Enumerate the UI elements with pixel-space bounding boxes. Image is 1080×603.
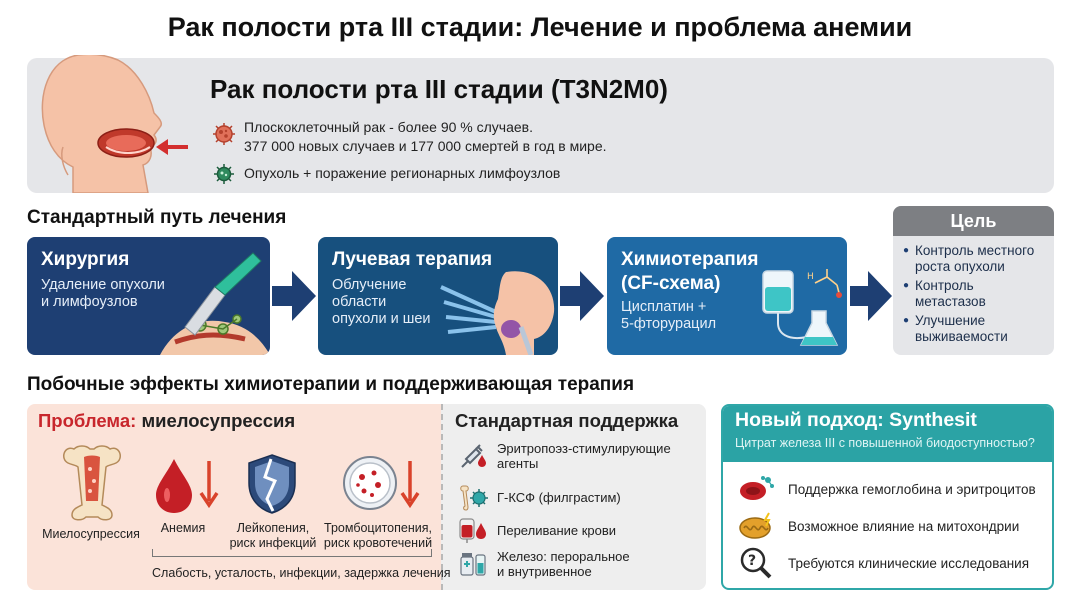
main-title: Рак полости рта III стадии: Лечение и проблема анемии	[167, 12, 913, 42]
arrow-icon	[850, 271, 892, 321]
lymph-node-icon	[212, 162, 236, 186]
new-approach-title: Новый подход: Synthesit	[735, 409, 977, 431]
broken-shield-icon	[245, 453, 299, 515]
effects-note: Слабость, усталость, инфекции, задержка лечения	[152, 566, 451, 580]
syringe-drop-icon	[458, 441, 488, 471]
problem-name: миелосупрессия	[141, 410, 296, 431]
goal-item: ● Контроль местного роста опухоли	[903, 243, 1054, 274]
side-effects-section-title: Побочные эффекты химиотерапии и поддерживающая терапия	[27, 374, 635, 395]
surgery-title: Хирургия	[41, 249, 130, 270]
new-item-hemoglobin: Поддержка гемоглобина и эритроцитов	[738, 474, 1036, 504]
scalpel-icon	[155, 247, 270, 355]
goal-item: ● Контроль метастазов	[903, 278, 1054, 309]
problem-title	[38, 410, 295, 432]
support-item-esa: Эритропоэз-стимулирующие агенты	[458, 441, 671, 471]
epidemiology-fact	[212, 118, 607, 156]
panel-divider	[441, 404, 443, 590]
tumor-fact	[212, 162, 560, 186]
support-item-iron: Железо: пероральное и внутривенное	[458, 549, 630, 579]
iron-bottle-icon	[458, 549, 488, 579]
radiation-desc-3: опухоли и шеи	[332, 311, 431, 327]
svg-text:?: ?	[748, 553, 757, 569]
thrombocytopenia-label: Тромбоцитопения, риск кровотечений	[323, 521, 433, 550]
radiation-step	[318, 237, 558, 355]
red-blood-cell-icon	[738, 474, 776, 504]
bone-virus-icon	[458, 482, 488, 512]
bone-marrow-icon	[60, 443, 124, 521]
fact-line-1: Плоскоклеточный рак - более 90 % случаев.	[244, 119, 533, 135]
blood-bag-icon	[458, 515, 488, 545]
surgery-desc-1: Удаление опухоли	[41, 277, 165, 293]
radiation-desc-1: Облучение	[332, 277, 407, 293]
chemo-title	[621, 248, 759, 296]
goal-item: ● Улучшение выживаемости	[903, 313, 1054, 344]
arrow-icon	[560, 271, 604, 321]
overview-title: Рак полости рта III стадии (T3N2M0)	[210, 74, 668, 104]
pathway-section-title: Стандартный путь лечения	[27, 207, 287, 228]
new-approach-subtitle: Цитрат железа III с повышенной биодоступностью?	[735, 436, 1035, 450]
support-item-transfusion: Переливание крови	[458, 515, 616, 545]
goal-box	[893, 206, 1054, 355]
cancer-cell-icon	[212, 122, 236, 146]
chemo-step	[607, 237, 847, 355]
surgery-step	[27, 237, 270, 355]
anemia-label: Анемия	[160, 521, 206, 535]
tumor-text: Опухоль + поражение регионарных лимфоузлов	[244, 165, 561, 181]
chemo-desc-1: Цисплатин +	[621, 299, 707, 315]
leukopenia-label: Лейкопения, риск инфекций	[229, 521, 317, 550]
magnifier-question-icon	[738, 546, 776, 580]
support-title: Стандартная поддержка	[455, 410, 679, 431]
new-item-mitochondria: Возможное влияние на митохондрии	[738, 511, 1019, 541]
effects-bracket	[152, 549, 432, 557]
mitochondria-icon	[738, 511, 776, 541]
petri-dish-down-icon	[342, 455, 424, 515]
radiation-head-icon	[436, 267, 558, 355]
new-item-research: ? Требуются клинические исследования	[738, 546, 1029, 580]
arrow-icon	[272, 271, 316, 321]
head-profile-icon	[38, 55, 203, 193]
chemo-title-line-1: Химиотерапия	[621, 249, 759, 270]
iv-bag-flask-icon	[757, 261, 845, 351]
blood-drop-down-icon	[154, 457, 224, 515]
chemo-title-line-2: (CF-схема)	[621, 273, 721, 294]
svg-text:H: H	[807, 272, 814, 282]
problem-prefix: Проблема:	[38, 410, 137, 431]
radiation-title: Лучевая терапия	[332, 249, 493, 270]
radiation-desc-2: области	[332, 294, 387, 310]
goal-title: Цель	[893, 206, 1054, 236]
surgery-desc-2: и лимфоузлов	[41, 294, 138, 310]
myelosuppression-label: Миелосупрессия	[42, 527, 140, 541]
support-item-gcsf: Г-КСФ (филграстим)	[458, 482, 621, 512]
chemo-desc-2: 5-фторурацил	[621, 316, 717, 332]
fact-line-2: 377 000 новых случаев и 177 000 смертей в год в мире.	[244, 138, 607, 154]
